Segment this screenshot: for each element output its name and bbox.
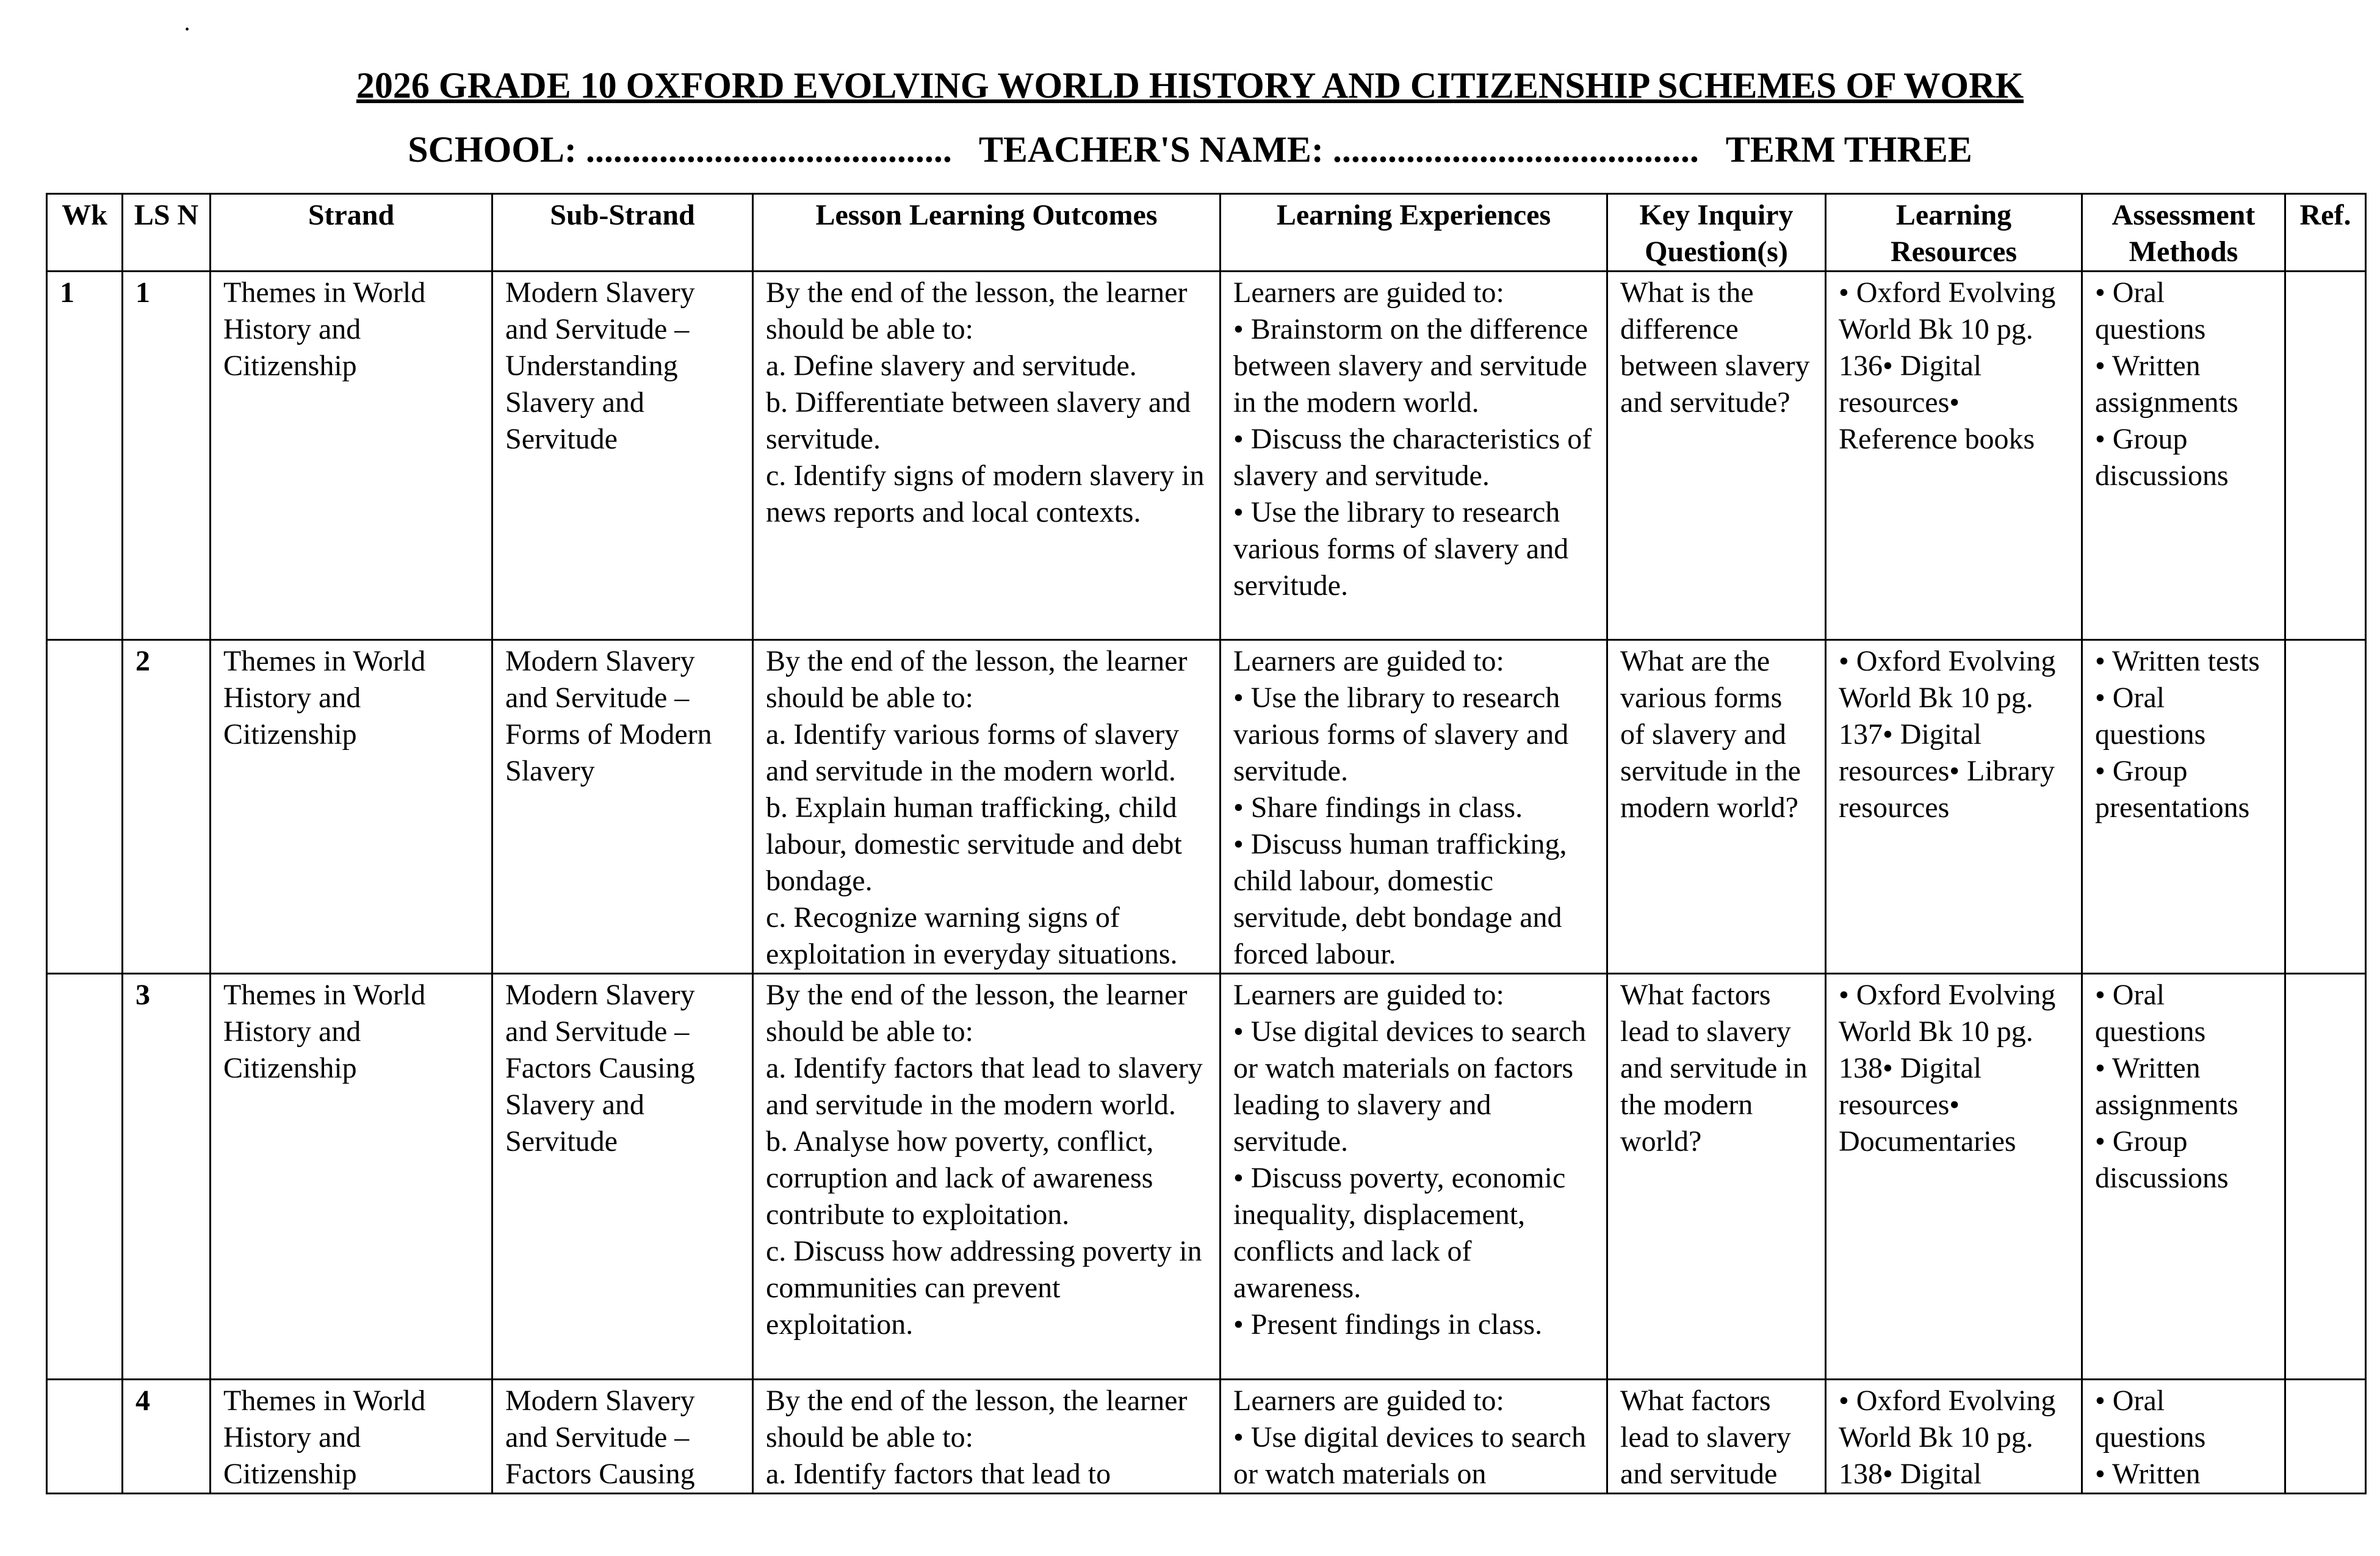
header-wk: Wk xyxy=(47,194,123,272)
outcome-line: a. Define slavery and servitude. xyxy=(766,350,1137,382)
experiences-cell xyxy=(1221,974,1607,1380)
outcome-line: By the end of the lesson, the learner should be able to: xyxy=(766,1385,1188,1453)
week-cell: 1 xyxy=(47,272,123,640)
strand-cell: Themes in World History and Citizenship xyxy=(211,974,492,1380)
header-ref: Ref. xyxy=(2285,194,2366,272)
week-cell xyxy=(47,640,123,974)
week-cell xyxy=(47,974,123,1380)
inquiry-cell: What are the various forms of slavery and servitude in the modern world? xyxy=(1607,640,1826,974)
inquiry-cell: What factors lead to slavery and servitude in the modern world? xyxy=(1607,974,1826,1380)
outcome-line: a. Identify factors that lead to xyxy=(766,1458,1111,1490)
experience-line: Learners are guided to: xyxy=(1233,1385,1504,1417)
header-lsn: LS N xyxy=(123,194,211,272)
table-row xyxy=(47,640,2366,974)
outcome-line: b. Explain human trafficking, child labour, domestic servitude and debt bondage. xyxy=(766,791,1182,897)
outcome-line: c. Identify signs of modern slavery in news reports and local contexts. xyxy=(766,459,1205,528)
sub-strand-cell: Modern Slavery and Servitude – Forms of Modern Slavery xyxy=(492,640,753,974)
header-assessment: Assessment Methods xyxy=(2082,194,2285,272)
document-title: 2026 GRADE 10 OXFORD EVOLVING WORLD HISTORY AND CITIZENSHIP SCHEMES OF WORK xyxy=(356,65,2024,106)
header-outcomes: Lesson Learning Outcomes xyxy=(753,194,1221,272)
document-subtitle: SCHOOL: ........................................ TEACHER'S NAME: ........................................ TERM THREE xyxy=(408,129,1972,170)
inquiry-cell: What is the difference between slavery and servitude? xyxy=(1607,272,1826,640)
ref-cell xyxy=(2285,272,2366,640)
assessment-line: • Oral questions xyxy=(2095,979,2206,1048)
ref-cell xyxy=(2285,640,2366,974)
assessment-line: • Written tests xyxy=(2095,645,2260,677)
strand-cell: Themes in World History and Citizenship xyxy=(211,272,492,640)
scheme-of-work-table xyxy=(46,193,2367,1494)
header-row xyxy=(47,194,2366,272)
resources-cell: • Oxford Evolving World Bk 10 pg. 137• Digital resources• Library resources xyxy=(1826,640,2082,974)
header-inquiry: Key Inquiry Question(s) xyxy=(1607,194,1826,272)
table-row xyxy=(47,974,2366,1380)
outcome-line: a. Identify various forms of slavery and servitude in the modern world. xyxy=(766,718,1180,787)
strand-cell: Themes in World History and Citizenship xyxy=(211,1380,492,1494)
lesson-cell: 2 xyxy=(123,640,211,974)
table-row xyxy=(47,272,2366,640)
outcome-line: By the end of the lesson, the learner should be able to: xyxy=(766,979,1188,1048)
stray-dot: · xyxy=(183,15,192,43)
strand-cell: Themes in World History and Citizenship xyxy=(211,640,492,974)
assessment-cell xyxy=(2082,974,2285,1380)
table-row xyxy=(47,1380,2366,1494)
lesson-cell: 1 xyxy=(123,272,211,640)
assessment-line: • Written xyxy=(2095,1458,2201,1490)
sub-strand-cell: Modern Slavery and Servitude – Factors Causing xyxy=(492,1380,753,1494)
outcome-line: b. Analyse how poverty, conflict, corruption and lack of awareness contribute to exploitation. xyxy=(766,1125,1154,1231)
outcomes-cell xyxy=(753,640,1221,974)
experiences-cell xyxy=(1221,640,1607,974)
assessment-line: • Written assignments xyxy=(2095,1052,2238,1121)
header-sub-strand: Sub-Strand xyxy=(492,194,753,272)
resources-cell: • Oxford Evolving World Bk 10 pg. 136• Digital resources• Reference books xyxy=(1826,272,2082,640)
assessment-cell xyxy=(2082,272,2285,640)
experience-line: • Brainstorm on the difference between slavery and servitude in the modern world. xyxy=(1233,313,1588,419)
experience-line: • Present findings in class. xyxy=(1233,1308,1543,1341)
experience-line: • Share findings in class. xyxy=(1233,791,1523,824)
ref-cell xyxy=(2285,1380,2366,1494)
week-cell xyxy=(47,1380,123,1494)
experience-line: • Use digital devices to search or watch materials on factors leading to slavery and servitude. xyxy=(1233,1015,1586,1158)
outcome-line: By the end of the lesson, the learner should be able to: xyxy=(766,276,1188,345)
resources-cell: • Oxford Evolving World Bk 10 pg. 138• Digital xyxy=(1826,1380,2082,1494)
experience-line: Learners are guided to: xyxy=(1233,276,1504,309)
experience-line: • Discuss human trafficking, child labour, domestic servitude, debt bondage and forced labour. xyxy=(1233,828,1567,970)
assessment-line: • Group discussions xyxy=(2095,423,2229,492)
experiences-cell xyxy=(1221,1380,1607,1494)
experience-line: • Discuss the characteristics of slavery and servitude. xyxy=(1233,423,1592,492)
header-strand: Strand xyxy=(211,194,492,272)
assessment-line: • Group discussions xyxy=(2095,1125,2229,1194)
outcome-line: c. Recognize warning signs of exploitation in everyday situations. xyxy=(766,901,1178,970)
header-resources: Learning Resources xyxy=(1826,194,2082,272)
inquiry-cell: What factors lead to slavery and servitude xyxy=(1607,1380,1826,1494)
experience-line: • Use digital devices to search or watch materials on xyxy=(1233,1421,1586,1490)
experience-line: • Use the library to research various forms of slavery and servitude. xyxy=(1233,496,1569,602)
experience-line: • Use the library to research various forms of slavery and servitude. xyxy=(1233,682,1569,787)
experiences-cell xyxy=(1221,272,1607,640)
sub-strand-cell: Modern Slavery and Servitude – Factors Causing Slavery and Servitude xyxy=(492,974,753,1380)
outcome-line: c. Discuss how addressing poverty in communities can prevent exploitation. xyxy=(766,1235,1202,1341)
experience-line: Learners are guided to: xyxy=(1233,645,1504,677)
assessment-cell xyxy=(2082,640,2285,974)
resources-cell: • Oxford Evolving World Bk 10 pg. 138• Digital resources• Documentaries xyxy=(1826,974,2082,1380)
outcome-line: a. Identify factors that lead to slavery and servitude in the modern world. xyxy=(766,1052,1203,1121)
outcomes-cell xyxy=(753,974,1221,1380)
assessment-cell xyxy=(2082,1380,2285,1494)
assessment-line: • Oral questions xyxy=(2095,276,2206,345)
header-experiences: Learning Experiences xyxy=(1221,194,1607,272)
lesson-cell: 3 xyxy=(123,974,211,1380)
outcomes-cell xyxy=(753,1380,1221,1494)
lesson-cell: 4 xyxy=(123,1380,211,1494)
outcome-line: b. Differentiate between slavery and servitude. xyxy=(766,386,1191,455)
assessment-line: • Oral questions xyxy=(2095,682,2206,751)
ref-cell xyxy=(2285,974,2366,1380)
outcome-line: By the end of the lesson, the learner should be able to: xyxy=(766,645,1188,714)
assessment-line: • Written assignments xyxy=(2095,350,2238,419)
experience-line: • Discuss poverty, economic inequality, displacement, conflicts and lack of awareness. xyxy=(1233,1162,1566,1304)
assessment-line: • Oral questions xyxy=(2095,1385,2206,1453)
experience-line: Learners are guided to: xyxy=(1233,979,1504,1011)
sub-strand-cell: Modern Slavery and Servitude – Understanding Slavery and Servitude xyxy=(492,272,753,640)
outcomes-cell xyxy=(753,272,1221,640)
assessment-line: • Group presentations xyxy=(2095,755,2250,824)
